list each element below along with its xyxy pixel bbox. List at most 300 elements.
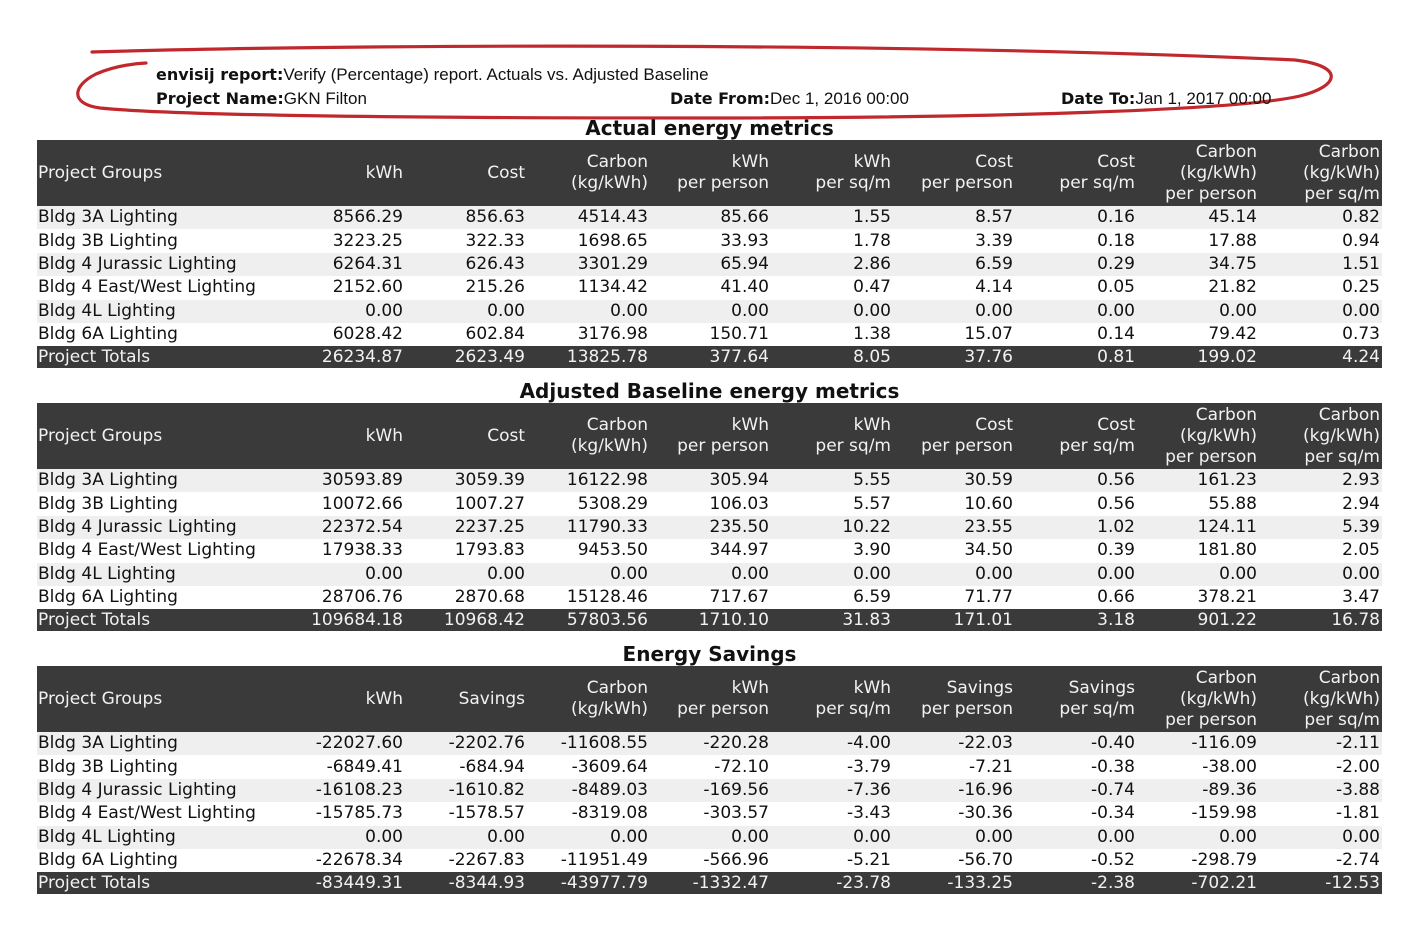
date-to-line xyxy=(1061,90,1271,108)
column-header xyxy=(771,403,893,469)
value-cell: 1.78 xyxy=(771,229,893,252)
value-cell: -2267.83 xyxy=(405,849,527,872)
value-cell: 85.66 xyxy=(650,206,771,229)
column-header-line: per person xyxy=(677,699,769,719)
value-cell: 34.75 xyxy=(1137,253,1259,276)
totals-value: 171.01 xyxy=(893,609,1015,631)
value-cell: -38.00 xyxy=(1137,755,1259,778)
column-header xyxy=(650,140,771,206)
value-cell: 2.05 xyxy=(1259,539,1382,562)
value-cell: 1134.42 xyxy=(527,276,650,299)
value-cell: 0.00 xyxy=(405,563,527,586)
project-group-cell: Bldg 4 East/West Lighting xyxy=(37,539,292,562)
project-group-cell: Bldg 4 Jurassic Lighting xyxy=(37,516,292,539)
value-cell: -5.21 xyxy=(771,849,893,872)
column-header-line: per person xyxy=(1165,446,1257,467)
column-header-line: per sq/m xyxy=(1304,446,1380,467)
column-header xyxy=(527,666,650,732)
value-cell: 10.22 xyxy=(771,516,893,539)
table-row xyxy=(37,826,1382,849)
value-cell: 0.39 xyxy=(1015,539,1137,562)
column-header-line: Cost xyxy=(487,162,525,183)
value-cell: 1.51 xyxy=(1259,253,1382,276)
header-row xyxy=(37,140,1382,206)
column-header xyxy=(527,403,650,469)
column-header-line: kWh xyxy=(853,415,891,435)
column-header-line: Savings xyxy=(1068,678,1135,698)
value-cell: 6.59 xyxy=(893,253,1015,276)
baseline-metrics-title: Adjusted Baseline energy metrics xyxy=(519,379,900,403)
totals-value: -23.78 xyxy=(771,872,893,894)
totals-value: 13825.78 xyxy=(527,346,650,368)
table-row xyxy=(37,492,1382,515)
table-row xyxy=(37,563,1382,586)
value-cell: -159.98 xyxy=(1137,802,1259,825)
value-cell: 2237.25 xyxy=(405,516,527,539)
table-row xyxy=(37,516,1382,539)
column-header-line: per sq/m xyxy=(1304,183,1380,204)
project-group-cell: Bldg 3A Lighting xyxy=(37,469,292,492)
value-cell: -3.43 xyxy=(771,802,893,825)
value-cell: 2.93 xyxy=(1259,469,1382,492)
totals-value: -2.38 xyxy=(1015,872,1137,894)
actual-metrics-section xyxy=(37,116,1382,368)
table-row xyxy=(37,755,1382,778)
value-cell: -220.28 xyxy=(650,732,771,755)
column-header-line: (kg/kWh) xyxy=(1179,688,1257,709)
column-header-line: Cost xyxy=(487,425,525,446)
value-cell: 322.33 xyxy=(405,229,527,252)
project-group-cell: Bldg 6A Lighting xyxy=(37,586,292,609)
totals-value: 10968.42 xyxy=(405,609,527,631)
column-header xyxy=(292,403,405,469)
value-cell: -72.10 xyxy=(650,755,771,778)
project-name-line xyxy=(156,90,367,108)
value-cell: 0.66 xyxy=(1015,586,1137,609)
value-cell: 161.23 xyxy=(1137,469,1259,492)
value-cell: 0.00 xyxy=(1259,563,1382,586)
column-header xyxy=(292,140,405,206)
column-header xyxy=(1259,403,1382,469)
value-cell: 0.00 xyxy=(527,826,650,849)
table-row xyxy=(37,206,1382,229)
value-cell: 23.55 xyxy=(893,516,1015,539)
value-cell: -16108.23 xyxy=(292,779,405,802)
column-header-line: per sq/m xyxy=(815,699,891,719)
column-header xyxy=(527,140,650,206)
value-cell: 0.00 xyxy=(893,300,1015,323)
column-header xyxy=(650,666,771,732)
column-header-line: (kg/kWh) xyxy=(570,699,648,719)
value-cell: 0.00 xyxy=(292,826,405,849)
value-cell: 3223.25 xyxy=(292,229,405,252)
value-cell: -15785.73 xyxy=(292,802,405,825)
value-cell: -7.21 xyxy=(893,755,1015,778)
project-group-cell: Bldg 3A Lighting xyxy=(37,732,292,755)
value-cell: -1578.57 xyxy=(405,802,527,825)
value-cell: 215.26 xyxy=(405,276,527,299)
date-from-value: Dec 1, 2016 00:00 xyxy=(770,89,909,108)
value-cell: 0.14 xyxy=(1015,323,1137,346)
value-cell: -22027.60 xyxy=(292,732,405,755)
project-group-cell: Bldg 4L Lighting xyxy=(37,300,292,323)
project-group-cell: Bldg 4 East/West Lighting xyxy=(37,276,292,299)
totals-value: 0.81 xyxy=(1015,346,1137,368)
value-cell: 235.50 xyxy=(650,516,771,539)
column-header-line: Carbon xyxy=(586,415,648,435)
savings-section xyxy=(37,642,1382,894)
energy-savings-table xyxy=(37,666,1382,894)
value-cell: 3.90 xyxy=(771,539,893,562)
value-cell: 0.00 xyxy=(1137,563,1259,586)
value-cell: 2870.68 xyxy=(405,586,527,609)
date-from-label: Date From: xyxy=(670,89,771,108)
value-cell: 22372.54 xyxy=(292,516,405,539)
column-header xyxy=(1137,403,1259,469)
column-header-line: kWh xyxy=(853,152,891,172)
value-cell: 41.40 xyxy=(650,276,771,299)
value-cell: 4.14 xyxy=(893,276,1015,299)
value-cell: -8489.03 xyxy=(527,779,650,802)
value-cell: 305.94 xyxy=(650,469,771,492)
value-cell: -3609.64 xyxy=(527,755,650,778)
column-header-line: (kg/kWh) xyxy=(1302,688,1380,709)
value-cell: 1.55 xyxy=(771,206,893,229)
value-cell: 0.00 xyxy=(893,563,1015,586)
column-header-line: Project Groups xyxy=(38,688,163,709)
value-cell: -3.79 xyxy=(771,755,893,778)
value-cell: 0.00 xyxy=(527,563,650,586)
project-group-cell: Bldg 4 Jurassic Lighting xyxy=(37,253,292,276)
value-cell: 2.86 xyxy=(771,253,893,276)
value-cell: 79.42 xyxy=(1137,323,1259,346)
value-cell: -7.36 xyxy=(771,779,893,802)
value-cell: 3176.98 xyxy=(527,323,650,346)
value-cell: 55.88 xyxy=(1137,492,1259,515)
value-cell: 17.88 xyxy=(1137,229,1259,252)
value-cell: 3.39 xyxy=(893,229,1015,252)
table-row xyxy=(37,539,1382,562)
totals-value: 16.78 xyxy=(1259,609,1382,631)
value-cell: 0.00 xyxy=(405,826,527,849)
value-cell: 344.97 xyxy=(650,539,771,562)
column-header-line: per sq/m xyxy=(1059,173,1135,193)
value-cell: -8319.08 xyxy=(527,802,650,825)
value-cell: 16122.98 xyxy=(527,469,650,492)
value-cell: 5.57 xyxy=(771,492,893,515)
value-cell: 21.82 xyxy=(1137,276,1259,299)
value-cell: 181.80 xyxy=(1137,539,1259,562)
value-cell: 0.00 xyxy=(1259,826,1382,849)
column-header-line: Cost xyxy=(1097,415,1135,435)
column-header-line: kWh xyxy=(731,678,769,698)
project-group-cell: Bldg 3B Lighting xyxy=(37,492,292,515)
totals-value: -702.21 xyxy=(1137,872,1259,894)
column-header xyxy=(1015,403,1137,469)
totals-label: Project Totals xyxy=(37,346,292,368)
report-title-line xyxy=(156,66,709,84)
value-cell: 8.57 xyxy=(893,206,1015,229)
value-cell: -169.56 xyxy=(650,779,771,802)
value-cell: 0.56 xyxy=(1015,492,1137,515)
value-cell: -2.00 xyxy=(1259,755,1382,778)
column-header-line: per sq/m xyxy=(815,173,891,193)
value-cell: 0.00 xyxy=(527,300,650,323)
value-cell: 28706.76 xyxy=(292,586,405,609)
value-cell: -0.52 xyxy=(1015,849,1137,872)
value-cell: -2.11 xyxy=(1259,732,1382,755)
report-label: envisij report: xyxy=(156,65,284,84)
value-cell: 4514.43 xyxy=(527,206,650,229)
column-header xyxy=(405,666,527,732)
totals-value: 8.05 xyxy=(771,346,893,368)
column-header-line: per person xyxy=(921,436,1013,456)
value-cell: 0.00 xyxy=(1015,563,1137,586)
totals-value: 31.83 xyxy=(771,609,893,631)
column-header-line: Cost xyxy=(975,415,1013,435)
column-header-line: per person xyxy=(921,173,1013,193)
totals-value: 199.02 xyxy=(1137,346,1259,368)
energy-savings-title: Energy Savings xyxy=(622,642,797,666)
totals-value: -43977.79 xyxy=(527,872,650,894)
value-cell: 0.73 xyxy=(1259,323,1382,346)
baseline-metrics-section xyxy=(37,379,1382,631)
project-group-cell: Bldg 4 East/West Lighting xyxy=(37,802,292,825)
value-cell: 6264.31 xyxy=(292,253,405,276)
column-header-line: Carbon xyxy=(1318,404,1380,425)
value-cell: -0.40 xyxy=(1015,732,1137,755)
value-cell: 0.82 xyxy=(1259,206,1382,229)
column-header-line: (kg/kWh) xyxy=(1179,425,1257,446)
value-cell: 5.39 xyxy=(1259,516,1382,539)
value-cell: 0.00 xyxy=(893,826,1015,849)
value-cell: 0.94 xyxy=(1259,229,1382,252)
totals-value: 3.18 xyxy=(1015,609,1137,631)
value-cell: -566.96 xyxy=(650,849,771,872)
table-row xyxy=(37,779,1382,802)
value-cell: 0.16 xyxy=(1015,206,1137,229)
column-header xyxy=(1137,666,1259,732)
column-header xyxy=(1015,666,1137,732)
value-cell: -30.36 xyxy=(893,802,1015,825)
value-cell: 30593.89 xyxy=(292,469,405,492)
totals-value: 1710.10 xyxy=(650,609,771,631)
value-cell: 15128.46 xyxy=(527,586,650,609)
value-cell: -6849.41 xyxy=(292,755,405,778)
value-cell: 3.47 xyxy=(1259,586,1382,609)
totals-label: Project Totals xyxy=(37,609,292,631)
column-header-line: kWh xyxy=(853,678,891,698)
value-cell: 0.05 xyxy=(1015,276,1137,299)
value-cell: -116.09 xyxy=(1137,732,1259,755)
value-cell: 0.00 xyxy=(771,300,893,323)
table-row xyxy=(37,586,1382,609)
value-cell: 0.00 xyxy=(1259,300,1382,323)
column-header-line: (kg/kWh) xyxy=(570,436,648,456)
column-header-line: Project Groups xyxy=(38,425,163,446)
value-cell: -1610.82 xyxy=(405,779,527,802)
column-header xyxy=(37,403,292,469)
column-header xyxy=(1137,140,1259,206)
value-cell: -56.70 xyxy=(893,849,1015,872)
table-row xyxy=(37,732,1382,755)
value-cell: 150.71 xyxy=(650,323,771,346)
column-header-line: Cost xyxy=(975,152,1013,172)
column-header-line: kWh xyxy=(365,425,403,446)
column-header xyxy=(1259,666,1382,732)
column-header-line: per sq/m xyxy=(1304,709,1380,730)
value-cell: 30.59 xyxy=(893,469,1015,492)
totals-value: -12.53 xyxy=(1259,872,1382,894)
column-header-line: Carbon xyxy=(586,152,648,172)
totals-row xyxy=(37,872,1382,894)
column-header-line: Carbon xyxy=(1195,141,1257,162)
date-to-value: Jan 1, 2017 00:00 xyxy=(1135,89,1272,108)
value-cell: 0.00 xyxy=(405,300,527,323)
column-header-line: Savings xyxy=(946,678,1013,698)
value-cell: 1.38 xyxy=(771,323,893,346)
value-cell: -0.38 xyxy=(1015,755,1137,778)
value-cell: 0.00 xyxy=(292,563,405,586)
header-row xyxy=(37,666,1382,732)
value-cell: 3301.29 xyxy=(527,253,650,276)
value-cell: 0.18 xyxy=(1015,229,1137,252)
table-row xyxy=(37,300,1382,323)
date-to-label: Date To: xyxy=(1061,89,1136,108)
table-row xyxy=(37,849,1382,872)
table-row xyxy=(37,802,1382,825)
column-header-line: per sq/m xyxy=(1059,436,1135,456)
value-cell: 10072.66 xyxy=(292,492,405,515)
project-group-cell: Bldg 3A Lighting xyxy=(37,206,292,229)
value-cell: 3059.39 xyxy=(405,469,527,492)
column-header xyxy=(1015,140,1137,206)
column-header-line: per person xyxy=(677,173,769,193)
value-cell: 8566.29 xyxy=(292,206,405,229)
value-cell: 0.00 xyxy=(650,826,771,849)
column-header xyxy=(1259,140,1382,206)
value-cell: 15.07 xyxy=(893,323,1015,346)
totals-value: -133.25 xyxy=(893,872,1015,894)
value-cell: 9453.50 xyxy=(527,539,650,562)
column-header-line: Carbon xyxy=(1318,667,1380,688)
column-header-line: Project Groups xyxy=(38,162,163,183)
value-cell: 0.00 xyxy=(650,300,771,323)
totals-value: 4.24 xyxy=(1259,346,1382,368)
value-cell: 0.00 xyxy=(292,300,405,323)
column-header xyxy=(37,140,292,206)
value-cell: 2152.60 xyxy=(292,276,405,299)
column-header-line: Carbon xyxy=(586,678,648,698)
column-header-line: kWh xyxy=(731,152,769,172)
value-cell: -298.79 xyxy=(1137,849,1259,872)
column-header xyxy=(405,403,527,469)
actual-metrics-table xyxy=(37,140,1382,368)
totals-value: -83449.31 xyxy=(292,872,405,894)
column-header-line: per sq/m xyxy=(1059,699,1135,719)
value-cell: -16.96 xyxy=(893,779,1015,802)
value-cell: -1.81 xyxy=(1259,802,1382,825)
value-cell: 1793.83 xyxy=(405,539,527,562)
baseline-metrics-table xyxy=(37,403,1382,631)
totals-value: 37.76 xyxy=(893,346,1015,368)
value-cell: 0.47 xyxy=(771,276,893,299)
column-header xyxy=(37,666,292,732)
value-cell: 6028.42 xyxy=(292,323,405,346)
column-header-line: per person xyxy=(1165,709,1257,730)
totals-label: Project Totals xyxy=(37,872,292,894)
value-cell: 11790.33 xyxy=(527,516,650,539)
value-cell: 0.00 xyxy=(650,563,771,586)
value-cell: 0.00 xyxy=(1137,826,1259,849)
column-header-line: per person xyxy=(677,436,769,456)
value-cell: 0.00 xyxy=(1015,300,1137,323)
value-cell: -2202.76 xyxy=(405,732,527,755)
totals-value: -8344.93 xyxy=(405,872,527,894)
value-cell: 106.03 xyxy=(650,492,771,515)
value-cell: -22.03 xyxy=(893,732,1015,755)
value-cell: 10.60 xyxy=(893,492,1015,515)
value-cell: 856.63 xyxy=(405,206,527,229)
column-header-line: kWh xyxy=(731,415,769,435)
project-group-cell: Bldg 3B Lighting xyxy=(37,755,292,778)
value-cell: 0.56 xyxy=(1015,469,1137,492)
value-cell: 5.55 xyxy=(771,469,893,492)
value-cell: -3.88 xyxy=(1259,779,1382,802)
totals-row xyxy=(37,609,1382,631)
column-header xyxy=(650,403,771,469)
column-header-line: Cost xyxy=(1097,152,1135,172)
report-value: Verify (Percentage) report. Actuals vs. Adjusted Baseline xyxy=(283,65,709,84)
value-cell: -303.57 xyxy=(650,802,771,825)
column-header xyxy=(771,666,893,732)
value-cell: 378.21 xyxy=(1137,586,1259,609)
value-cell: 0.25 xyxy=(1259,276,1382,299)
value-cell: 602.84 xyxy=(405,323,527,346)
actual-metrics-title: Actual energy metrics xyxy=(585,116,834,140)
totals-value: 26234.87 xyxy=(292,346,405,368)
project-group-cell: Bldg 6A Lighting xyxy=(37,849,292,872)
value-cell: 45.14 xyxy=(1137,206,1259,229)
column-header-line: kWh xyxy=(365,688,403,709)
column-header-line: (kg/kWh) xyxy=(1302,425,1380,446)
value-cell: -89.36 xyxy=(1137,779,1259,802)
value-cell: 717.67 xyxy=(650,586,771,609)
table-row xyxy=(37,276,1382,299)
column-header xyxy=(292,666,405,732)
project-name-value: GKN Filton xyxy=(283,89,367,108)
value-cell: 6.59 xyxy=(771,586,893,609)
totals-value: 377.64 xyxy=(650,346,771,368)
column-header xyxy=(771,140,893,206)
column-header-line: Carbon xyxy=(1195,667,1257,688)
value-cell: 0.00 xyxy=(1137,300,1259,323)
table-row xyxy=(37,253,1382,276)
value-cell: 1007.27 xyxy=(405,492,527,515)
project-group-cell: Bldg 4 Jurassic Lighting xyxy=(37,779,292,802)
value-cell: 0.00 xyxy=(1015,826,1137,849)
value-cell: -22678.34 xyxy=(292,849,405,872)
column-header-line: (kg/kWh) xyxy=(1179,162,1257,183)
project-group-cell: Bldg 6A Lighting xyxy=(37,323,292,346)
column-header-line: kWh xyxy=(365,162,403,183)
column-header xyxy=(405,140,527,206)
totals-value: 901.22 xyxy=(1137,609,1259,631)
column-header-line: per sq/m xyxy=(815,436,891,456)
column-header-line: (kg/kWh) xyxy=(570,173,648,193)
value-cell: 1698.65 xyxy=(527,229,650,252)
value-cell: -0.34 xyxy=(1015,802,1137,825)
